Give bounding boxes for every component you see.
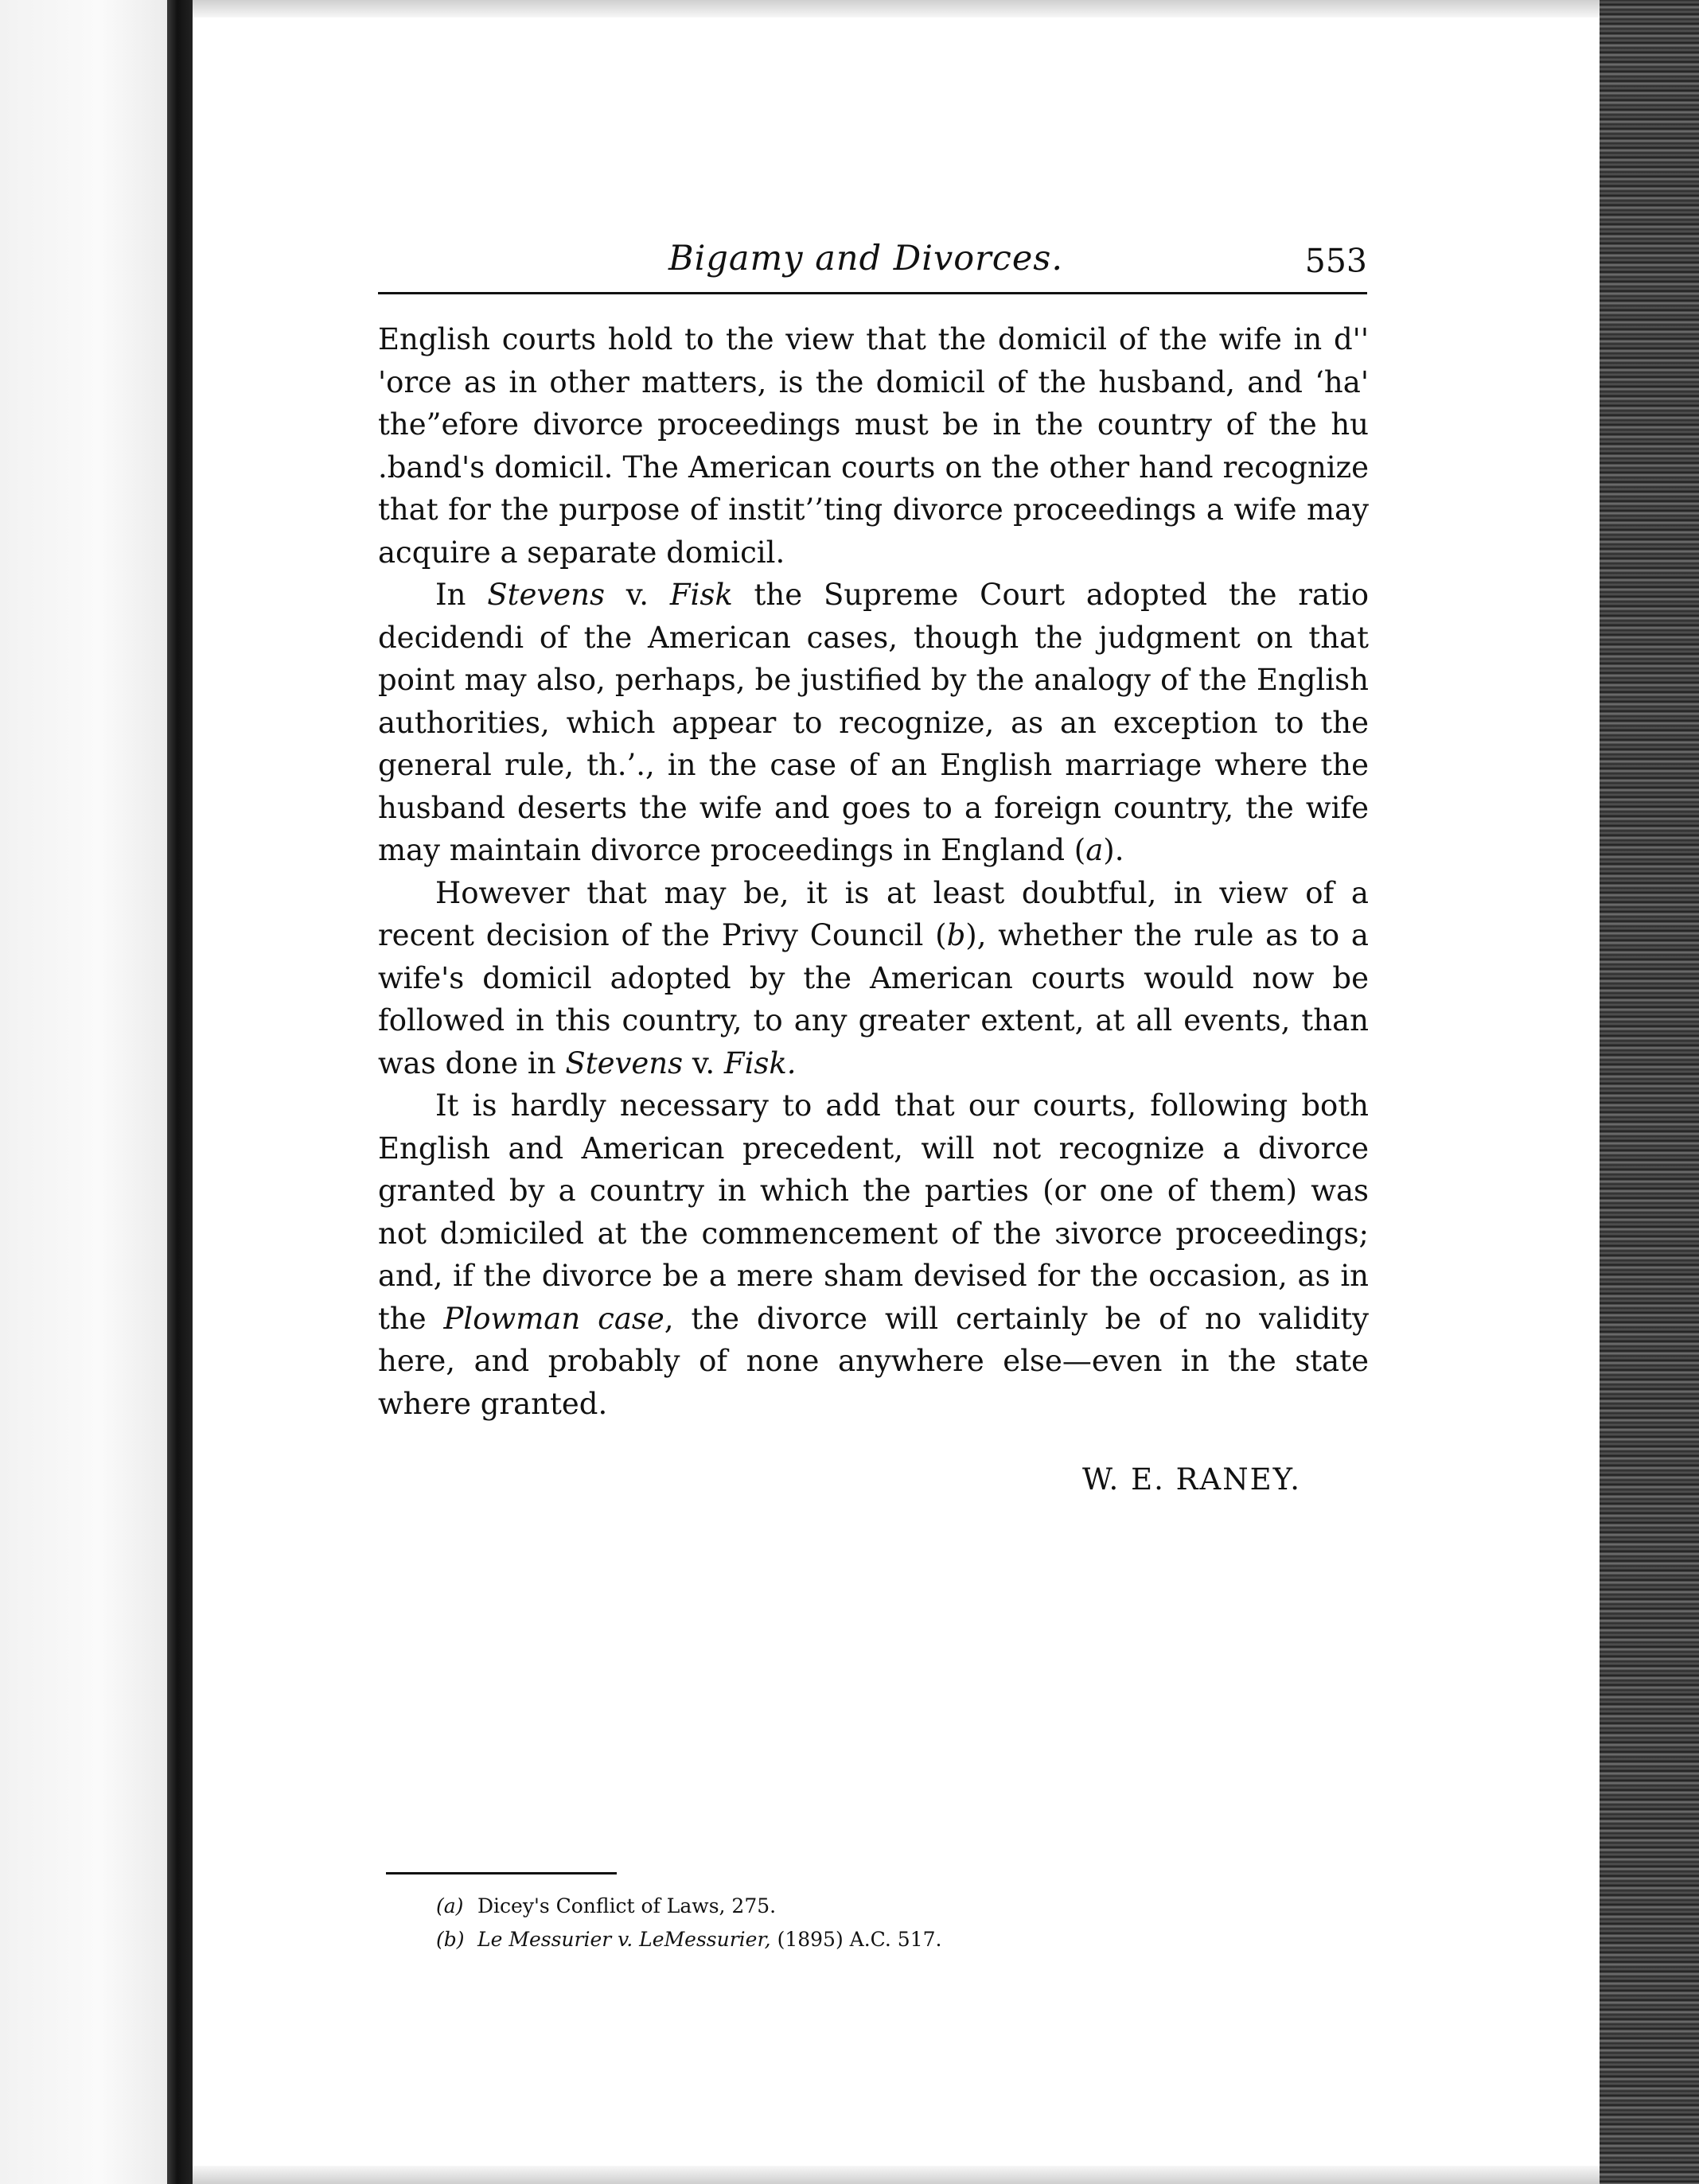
versus: v. xyxy=(604,578,670,612)
footnote-case: Le Messurier v. LeMessurier, xyxy=(477,1928,771,1951)
footnotes xyxy=(436,1890,941,1956)
paragraph-3-text: ), whether the rule as to a wife's domicil adopted by the American courts would now be followed in this country, to any greater extent, at all events, than was done in xyxy=(378,918,1369,1080)
paragraph-1-text: English courts hold to the view that the domicil of the wife in d'' 'orce as in other matters, is the domicil of the husband, and ‘ha' the”efore divorce proceedings must be in the country of the hu .band's domicil. The American courts on the other hand recognize that for the purpose of instit’’ting divorce proceedings a wife may acquire a separate domicil. xyxy=(378,322,1369,570)
case-name: Fisk. xyxy=(723,1045,797,1080)
page-number: 553 xyxy=(1304,242,1367,280)
footnote-ref-a: a xyxy=(1085,833,1104,867)
running-title: Bigamy and Divorces. xyxy=(668,239,1064,278)
paragraph-2-text: In xyxy=(435,578,488,612)
case-name: Fisk xyxy=(669,578,733,612)
paragraph-2-text: the Supreme Court adopted the ratio decidendi of the American cases, though the judgment on that point may also, perhaps, be justified by the analogy of the English authorities, which appear to recognize, as an exception to the general rule, th.’., in the case of an English marriage where the husband deserts the wife and goes to a foreign country, the wife may maintain divorce proceedings in England ( xyxy=(378,578,1369,867)
scan-top-edge xyxy=(193,0,1600,18)
paragraph-3-text: However that may be, it is at least doubtful, in view of a recent decision of the Privy Council ( xyxy=(378,875,1369,952)
scan-bottom-edge xyxy=(193,2166,1600,2184)
footnote-mark: (b) xyxy=(436,1928,465,1951)
footnote-b xyxy=(436,1923,941,1956)
case-name: Stevens xyxy=(565,1045,684,1080)
footnote-mark: (a) xyxy=(436,1894,464,1917)
paragraph-2-text: ). xyxy=(1103,833,1124,867)
footnote-ref-b: b xyxy=(946,918,966,952)
paragraph-4-text: It is hardly necessary to add that our courts, following both English and American precedent, will not recognize a divorce granted by a country in which the parties (or one of them) was not dɔmiciled at the commencement of the зivorce proceedings; and, if the divorce be a mere sham devised for the occasion, as in the xyxy=(378,1088,1369,1336)
paragraph-1 xyxy=(378,318,1369,574)
paragraph-4-text: , the divorce will certainly be of no validity here, and probably of none anywhere else—even in the state where granted. xyxy=(378,1301,1369,1421)
paragraph-4 xyxy=(378,1084,1369,1425)
running-head xyxy=(378,239,1367,291)
footnote-rule xyxy=(386,1872,617,1875)
case-name: Plowman case xyxy=(443,1301,664,1336)
case-name: Stevens xyxy=(487,578,605,612)
page-edge-right xyxy=(1600,0,1699,2184)
footnote-text: (1895) A.C. 517. xyxy=(770,1928,942,1951)
paragraph-2 xyxy=(378,574,1369,872)
book-binding-shadow xyxy=(167,0,193,2184)
versus: v. xyxy=(683,1045,724,1080)
header-rule xyxy=(378,292,1367,294)
author-signature: W. E. RANEY. xyxy=(1082,1462,1301,1497)
footnote-text: Dicey's Conflict of Laws, 275. xyxy=(477,1894,777,1917)
paragraph-3 xyxy=(378,872,1369,1085)
footnote-a xyxy=(436,1890,941,1923)
scan-left-margin xyxy=(0,0,167,2184)
article-body xyxy=(378,318,1369,1425)
